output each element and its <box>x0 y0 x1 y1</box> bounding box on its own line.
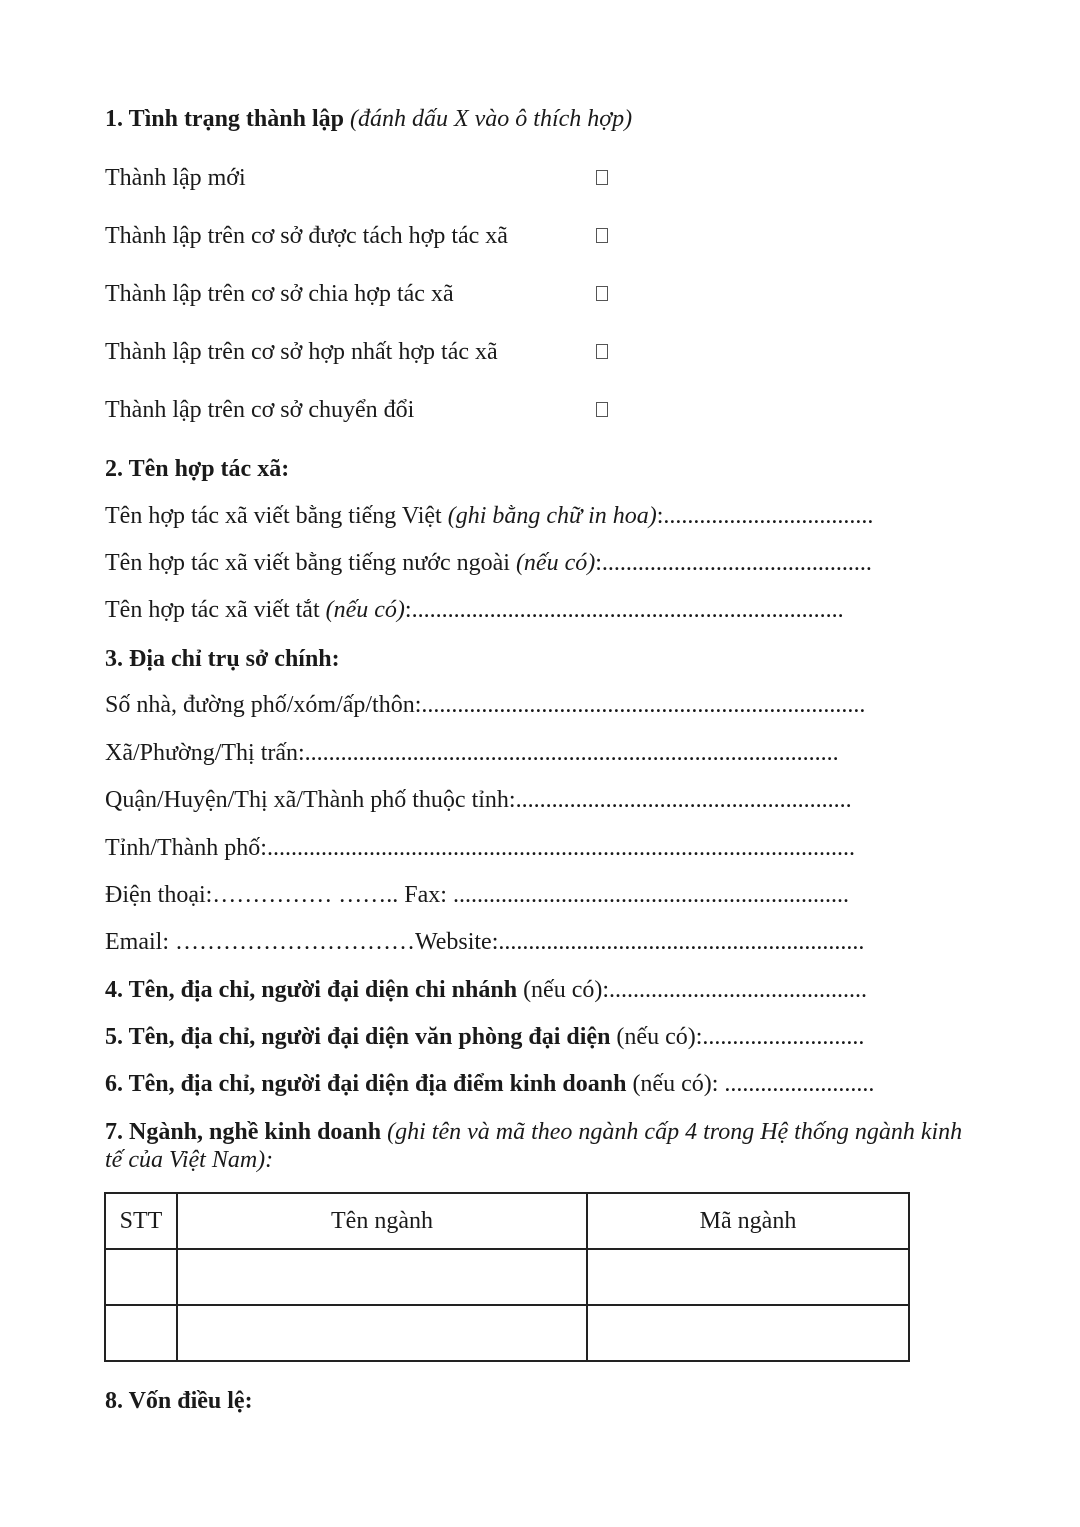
name-foreign-label: Tên hợp tác xã viết bằng tiếng nước ngoài <box>105 550 516 576</box>
checkbox-divide[interactable] <box>596 286 608 301</box>
name-foreign-dots: :............................................. <box>595 550 872 576</box>
name-vietnamese-note: (ghi bằng chữ in hoa) <box>447 503 657 529</box>
name-short-field[interactable] <box>105 596 844 624</box>
checkbox-convert[interactable] <box>596 402 608 417</box>
header-ma-nganh: Mã ngành <box>587 1193 909 1249</box>
table-row <box>105 1305 909 1361</box>
district-field[interactable]: Quận/Huyện/Thị xã/Thành phố thuộc tỉnh:........................................................ <box>105 787 852 813</box>
email-website-field[interactable]: Email: …………………………Website:............................................................. <box>105 929 865 955</box>
section-8-heading: 8. Vốn điều lệ: <box>105 1388 253 1414</box>
section-6-heading: 6. Tên, địa chỉ, người đại diện địa điểm kinh doanh <box>105 1071 627 1097</box>
table-cell-ma-nganh[interactable] <box>587 1305 909 1361</box>
street-field[interactable]: Số nhà, đường phố/xóm/ấp/thôn:.......................................................................... <box>105 692 866 718</box>
checkbox-new[interactable] <box>596 170 608 185</box>
phone-fax-field[interactable]: Điện thoại:…………… …….. Fax: .................................................................. <box>105 882 849 908</box>
business-lines-table <box>104 1192 910 1362</box>
section-1-note: (đánh dấu X vào ô thích hợp) <box>349 106 633 132</box>
table-cell-ten-nganh[interactable] <box>177 1249 587 1305</box>
name-short-label: Tên hợp tác xã viết tắt <box>105 597 326 623</box>
option-merge: Thành lập trên cơ sở hợp nhất hợp tác xã <box>105 339 498 365</box>
checkbox-split[interactable] <box>596 228 608 243</box>
option-split: Thành lập trên cơ sở được tách hợp tác xã <box>105 223 508 249</box>
province-field[interactable]: Tỉnh/Thành phố:.................................................................................................. <box>105 835 855 861</box>
name-vietnamese-field[interactable] <box>105 502 873 530</box>
name-foreign-note: (nếu có) <box>515 550 596 576</box>
section-4-dots: (nếu có):........................................... <box>517 977 868 1003</box>
business-location-field[interactable] <box>105 1070 874 1098</box>
option-convert: Thành lập trên cơ sở chuyển đổi <box>105 397 415 423</box>
name-vietnamese-dots: :................................... <box>656 503 874 529</box>
header-stt: STT <box>105 1193 177 1249</box>
name-foreign-field[interactable] <box>105 549 872 577</box>
branch-field[interactable] <box>105 976 867 1004</box>
table-header-row <box>105 1193 909 1249</box>
table-cell-stt[interactable] <box>105 1249 177 1305</box>
option-new: Thành lập mới <box>105 165 246 191</box>
name-short-dots: :........................................................................ <box>404 597 844 623</box>
section-2-heading: 2. Tên hợp tác xã: <box>105 456 290 482</box>
section-7-title: 7. Ngành, nghề kinh doanh <box>105 1119 382 1145</box>
table-cell-ten-nganh[interactable] <box>177 1305 587 1361</box>
name-vietnamese-label: Tên hợp tác xã viết bằng tiếng Việt <box>105 503 448 529</box>
table-row <box>105 1249 909 1305</box>
table-cell-stt[interactable] <box>105 1305 177 1361</box>
section-1-heading <box>105 105 632 133</box>
section-7-heading <box>105 1118 985 1174</box>
section-3-heading: 3. Địa chỉ trụ sở chính: <box>105 646 340 672</box>
section-5-dots: (nếu có):........................... <box>610 1024 865 1050</box>
section-6-dots: (nếu có): ......................... <box>626 1071 875 1097</box>
table-cell-ma-nganh[interactable] <box>587 1249 909 1305</box>
header-ten-nganh: Tên ngành <box>177 1193 587 1249</box>
section-5-heading: 5. Tên, địa chỉ, người đại diện văn phòng đại diện <box>105 1024 611 1050</box>
section-1-title: 1. Tình trạng thành lập <box>105 106 344 132</box>
ward-field[interactable]: Xã/Phường/Thị trấn:......................................................................................... <box>105 740 839 766</box>
name-short-note: (nếu có) <box>325 597 405 623</box>
option-divide: Thành lập trên cơ sở chia hợp tác xã <box>105 281 454 307</box>
checkbox-merge[interactable] <box>596 344 608 359</box>
section-7-note: (ghi tên và mã theo ngành cấp 4 trong Hệ thống ngành kinh tế của Việt Nam): <box>105 1119 963 1173</box>
rep-office-field[interactable] <box>105 1023 864 1051</box>
section-4-heading: 4. Tên, địa chỉ, người đại diện chi nhánh <box>105 977 518 1003</box>
